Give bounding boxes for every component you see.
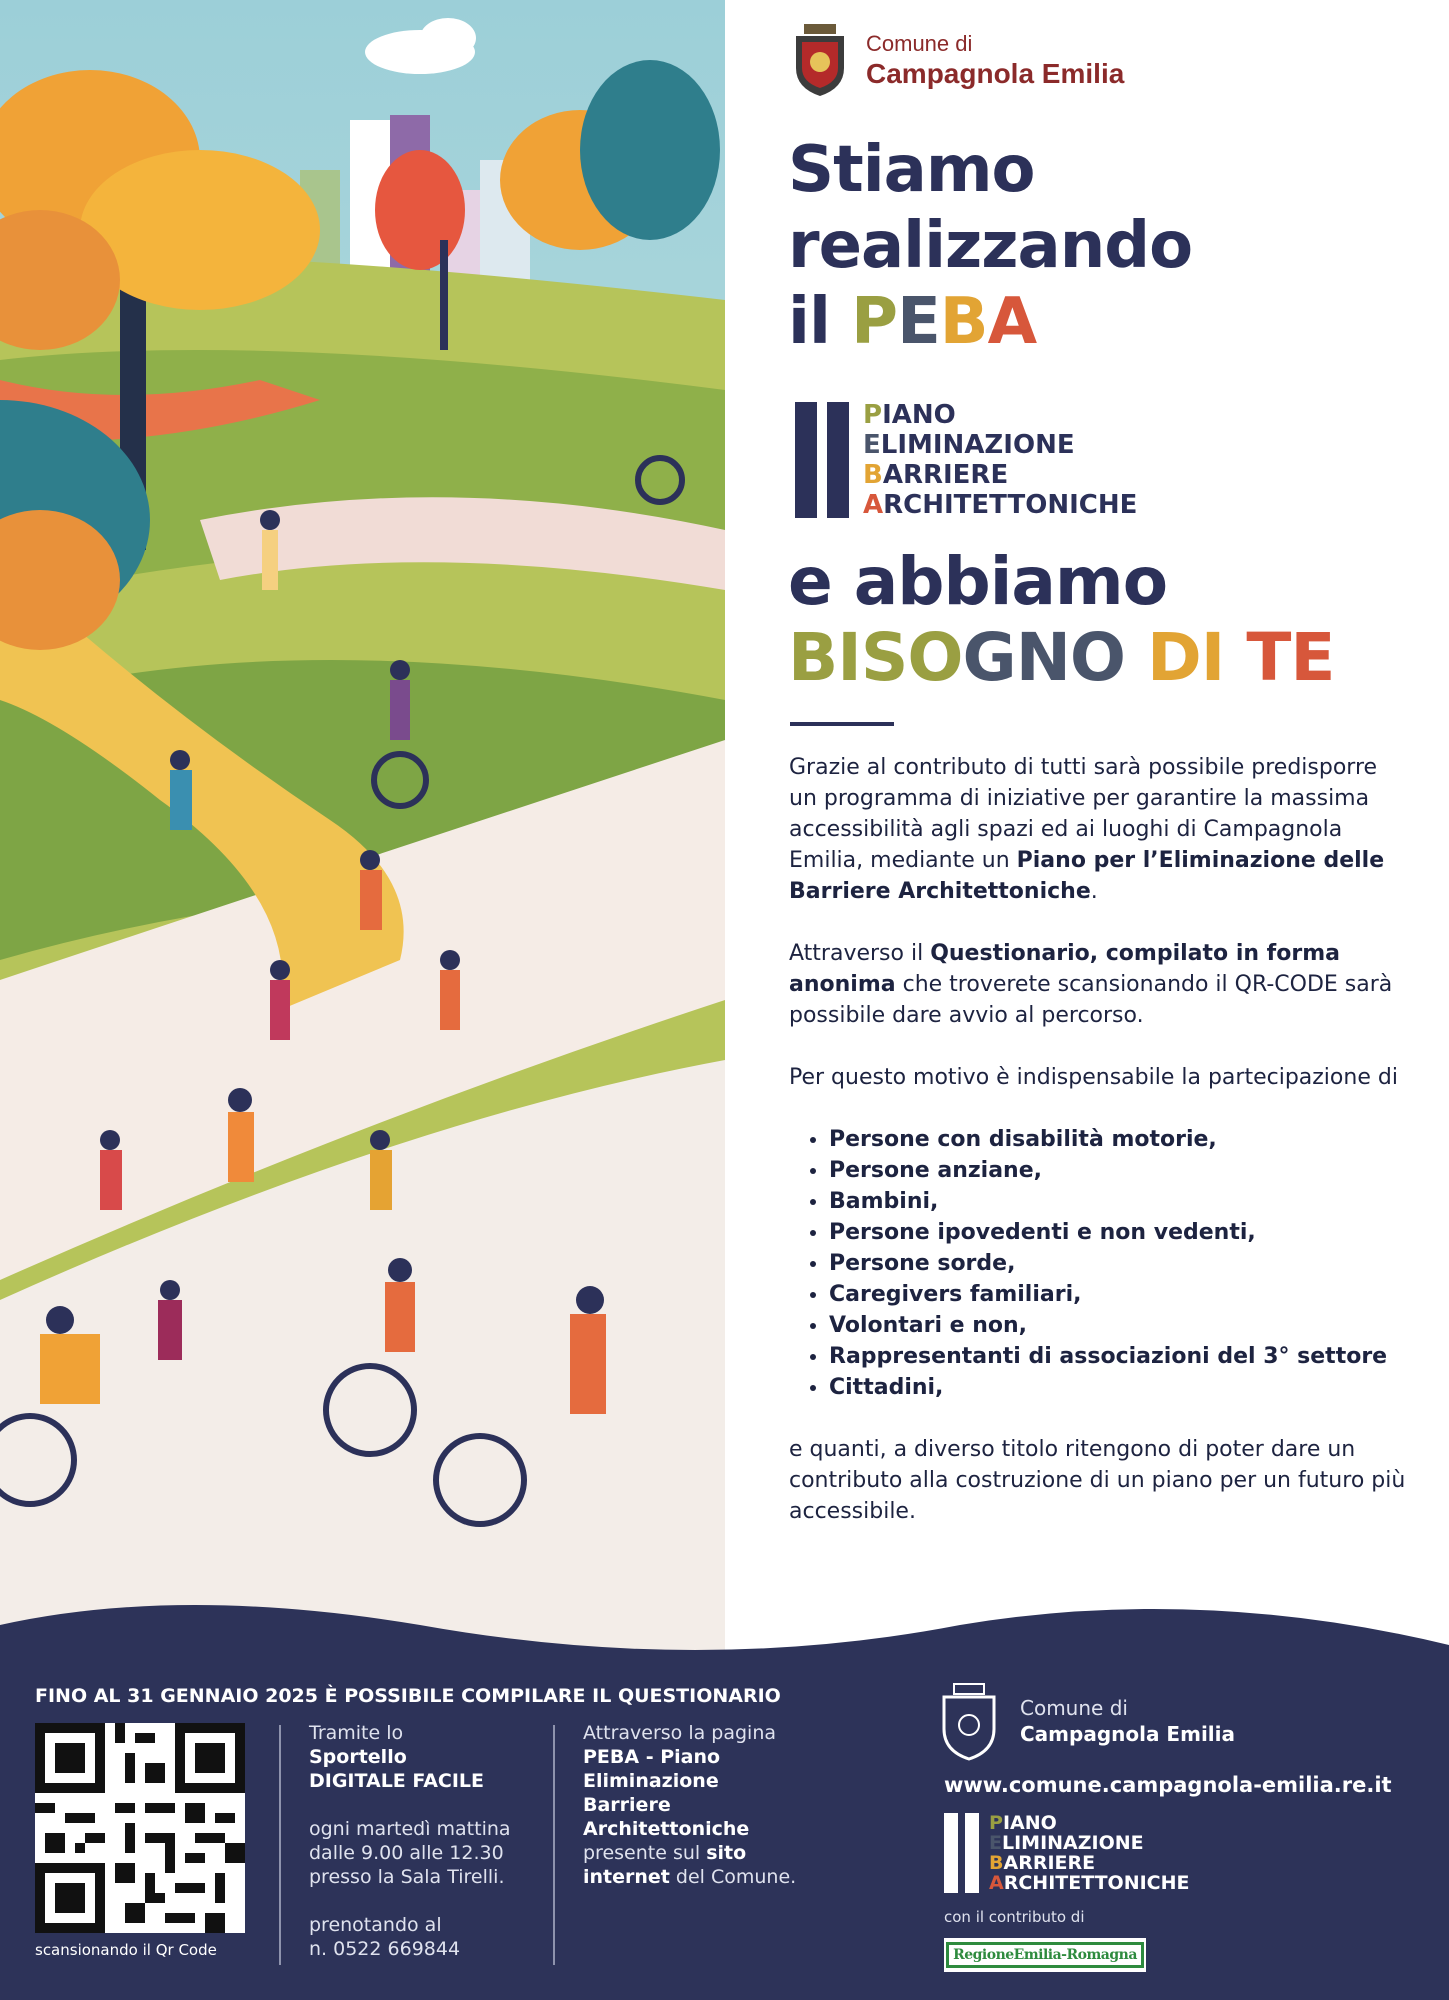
list-item: • Rappresentanti di associazioni del 3° settore	[829, 1341, 1409, 1372]
qr-caption: scansionando il Qr Code	[35, 1941, 217, 1959]
contribution-label: con il contributo di	[944, 1908, 1085, 1926]
list-item: • Persone anziane,	[829, 1155, 1409, 1186]
headline-line2: realizzando	[788, 209, 1193, 283]
headline2-line2: BISOGNO DI TE	[788, 619, 1335, 696]
list-item: • Persone sorde,	[829, 1248, 1409, 1279]
peba-word-barriere: BARRIERE	[863, 460, 1009, 490]
list-item: • Persone con disabilità motorie,	[829, 1124, 1409, 1155]
participants-list	[789, 1124, 1409, 1403]
headline-line1: Stiamo	[788, 133, 1035, 207]
crest-icon	[938, 1681, 1000, 1761]
peba-letter-a: A	[987, 285, 1037, 359]
peba-word-eliminazione: ELIMINAZIONE	[863, 430, 1075, 460]
peba-logo	[795, 402, 1137, 520]
footer-comune-line1: Comune di	[1020, 1696, 1128, 1720]
paragraph-1: Grazie al contributo di tutti sarà possibile predisporre un programma di iniziative per garantire la massima accessibilità agli spazi ed ai luoghi di Campagnola Emilia, mediante un Piano per l’Eliminazione delle Barriere Architettoniche.	[789, 755, 1385, 904]
park-illustration	[0, 0, 725, 1660]
footer-divider	[279, 1725, 281, 1965]
paragraph-3: Per questo motivo è indispensabile la partecipazione di	[789, 1065, 1398, 1090]
list-item: • Volontari e non,	[829, 1310, 1409, 1341]
crest-icon	[790, 22, 850, 98]
list-item: • Caregivers familiari,	[829, 1279, 1409, 1310]
headline-line3	[788, 284, 1192, 360]
main-headline	[788, 132, 1192, 360]
headline-prefix: il	[788, 285, 852, 359]
peba-word-architettoniche: ARCHITETTONICHE	[863, 490, 1138, 520]
website-link[interactable]: www.comune.campagnola-emilia.re.it	[944, 1773, 1392, 1797]
headline2-line1: e abbiamo	[788, 543, 1168, 620]
peba-word-eliminazione: ELIMINAZIONE	[989, 1832, 1144, 1854]
list-item: • Persone ipovedenti e non vedenti,	[829, 1217, 1409, 1248]
footer-comune-line2: Campagnola Emilia	[1020, 1722, 1235, 1746]
peba-word-piano: PIANO	[989, 1812, 1057, 1834]
footer	[0, 1655, 1449, 2000]
peba-letter-p: P	[851, 285, 898, 359]
list-item: • Cittadini,	[829, 1372, 1409, 1403]
peba-letter-e: E	[897, 285, 940, 359]
paragraph-4: e quanti, a diverso titolo ritengono di poter dare un contributo alla costruzione di un piano per un futuro più accessibile.	[789, 1437, 1406, 1524]
peba-word-piano: PIANO	[863, 400, 956, 430]
divider	[790, 722, 894, 726]
list-item: • Bambini,	[829, 1186, 1409, 1217]
header-comune-logo	[790, 22, 1124, 98]
comune-line2: Campagnola Emilia	[866, 58, 1125, 89]
secondary-headline	[788, 544, 1334, 696]
comune-line1: Comune di	[866, 31, 973, 56]
peba-bars-icon	[944, 1813, 979, 1893]
footer-divider	[553, 1725, 555, 1965]
peba-word-barriere: BARRIERE	[989, 1852, 1096, 1874]
body-text	[789, 752, 1409, 1558]
footer-col-sportello: Tramite lo Sportello DIGITALE FACILE ogni martedì mattina dalle 9.00 alle 12.30 presso la Sala Tirelli. prenotando al n. 0522 669844	[309, 1722, 511, 1960]
footer-peba-logo	[944, 1813, 1190, 1893]
region-logo: RegioneEmilia-Romagna	[944, 1938, 1146, 1972]
peba-bars-icon	[795, 402, 849, 520]
paragraph-2: Attraverso il Questionario, compilato in forma anonima che troverete scansionando il QR-CODE sarà possibile dare avvio al percorso.	[789, 941, 1393, 1028]
qr-code-icon[interactable]	[35, 1723, 245, 1933]
footer-comune-logo	[938, 1681, 1235, 1761]
peba-letter-b: B	[939, 285, 988, 359]
footer-title: FINO AL 31 GENNAIO 2025 È POSSIBILE COMPILARE IL QUESTIONARIO	[35, 1685, 781, 1707]
footer-col-pagina: Attraverso la pagina PEBA - Piano Eliminazione Barriere Architettoniche presente sul sito internet del Comune.	[583, 1722, 797, 1888]
peba-word-architettoniche: ARCHITETTONICHE	[989, 1872, 1190, 1894]
